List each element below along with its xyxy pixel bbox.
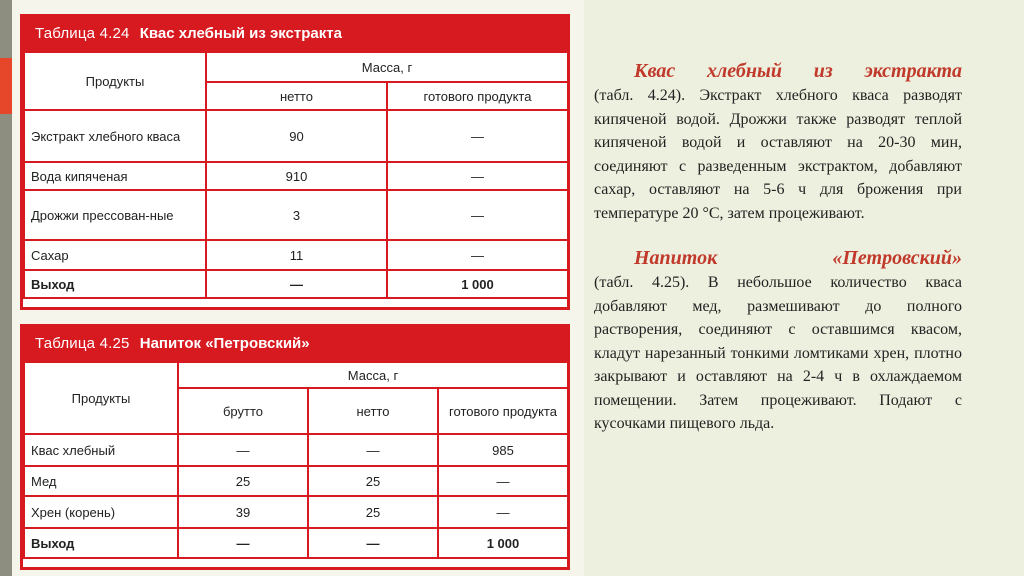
product-cell: Выход bbox=[24, 528, 178, 558]
table-number: Таблица 4.25 bbox=[35, 335, 130, 352]
ready-cell: — bbox=[438, 496, 568, 528]
gross-cell: 25 bbox=[178, 466, 308, 496]
ready-cell: — bbox=[438, 466, 568, 496]
table-name: Квас хлебный из экстракта bbox=[139, 25, 342, 42]
ready-cell: — bbox=[387, 162, 568, 190]
paragraph-title: Напиток «Петровский» bbox=[634, 247, 962, 269]
table-title-bar bbox=[23, 17, 567, 51]
paragraph-kvas bbox=[594, 58, 962, 225]
product-cell: Экстракт хлебного кваса bbox=[24, 110, 206, 162]
paragraph-title: Квас хлебный из экстракта bbox=[634, 60, 962, 82]
header-products: Продукты bbox=[24, 52, 206, 110]
ready-cell: — bbox=[387, 190, 568, 240]
ready-cell: — bbox=[387, 240, 568, 270]
net-cell: 910 bbox=[206, 162, 387, 190]
product-cell: Хрен (корень) bbox=[24, 496, 178, 528]
paragraph-body: (табл. 4.25). В небольшое количество кваса добавляют мед, размешивают до полного растворения, соединяют с оставшимся квасом, кладут нарезанный тонкими ломтиками хрен, плотно закрывают и оставляют на 2-4 ч в охлаждаемом помещении. Затем процеживают. Подают с кусочками пищевого льда. bbox=[594, 274, 962, 432]
net-cell: 3 bbox=[206, 190, 387, 240]
ready-cell: — bbox=[387, 110, 568, 162]
net-cell: 90 bbox=[206, 110, 387, 162]
product-cell: Сахар bbox=[24, 240, 206, 270]
net-cell: 25 bbox=[308, 496, 438, 528]
left-accent-block bbox=[0, 58, 12, 114]
table-4-25 bbox=[20, 324, 570, 570]
header-ready: готового продукта bbox=[387, 82, 568, 110]
header-ready: готового продукта bbox=[438, 388, 568, 434]
net-cell: — bbox=[206, 270, 387, 298]
net-cell: — bbox=[308, 528, 438, 558]
gross-cell: — bbox=[178, 528, 308, 558]
table-number: Таблица 4.24 bbox=[35, 25, 130, 42]
header-net: нетто bbox=[308, 388, 438, 434]
header-gross: брутто bbox=[178, 388, 308, 434]
table-row bbox=[24, 434, 568, 466]
table-row bbox=[24, 162, 568, 190]
header-mass: Масса, г bbox=[178, 362, 568, 388]
paragraph-body: (табл. 4.24). Экстракт хлебного кваса разводят кипяченой водой. Дрожжи также разводят теплой кипяченой водой и оставляют на 20-30 мин, соединяют с разведенным экстрактом, добавляют сахар, оставляют на 5-6 ч для брожения при температуре 20 °С, затем процеживают. bbox=[594, 87, 962, 222]
recipe-table bbox=[23, 51, 569, 299]
header-products: Продукты bbox=[24, 362, 178, 434]
table-row bbox=[24, 466, 568, 496]
paragraph-petrovsky bbox=[594, 245, 962, 436]
description-text bbox=[594, 58, 962, 456]
table-row bbox=[24, 528, 568, 558]
table-row bbox=[24, 270, 568, 298]
table-row bbox=[24, 190, 568, 240]
product-cell: Квас хлебный bbox=[24, 434, 178, 466]
table-row bbox=[24, 496, 568, 528]
left-decor-bar bbox=[0, 0, 12, 576]
ready-cell: 985 bbox=[438, 434, 568, 466]
table-4-24 bbox=[20, 14, 570, 310]
gross-cell: 39 bbox=[178, 496, 308, 528]
product-cell: Выход bbox=[24, 270, 206, 298]
product-cell: Дрожжи прессован-ные bbox=[24, 190, 206, 240]
net-cell: — bbox=[308, 434, 438, 466]
gross-cell: — bbox=[178, 434, 308, 466]
net-cell: 25 bbox=[308, 466, 438, 496]
table-row bbox=[24, 240, 568, 270]
product-cell: Мед bbox=[24, 466, 178, 496]
net-cell: 11 bbox=[206, 240, 387, 270]
table-row bbox=[24, 110, 568, 162]
ready-cell: 1 000 bbox=[438, 528, 568, 558]
ready-cell: 1 000 bbox=[387, 270, 568, 298]
header-net: нетто bbox=[206, 82, 387, 110]
recipe-table bbox=[23, 361, 569, 559]
table-name: Напиток «Петровский» bbox=[139, 335, 310, 352]
product-cell: Вода кипяченая bbox=[24, 162, 206, 190]
header-mass: Масса, г bbox=[206, 52, 568, 82]
table-title-bar bbox=[23, 327, 567, 361]
